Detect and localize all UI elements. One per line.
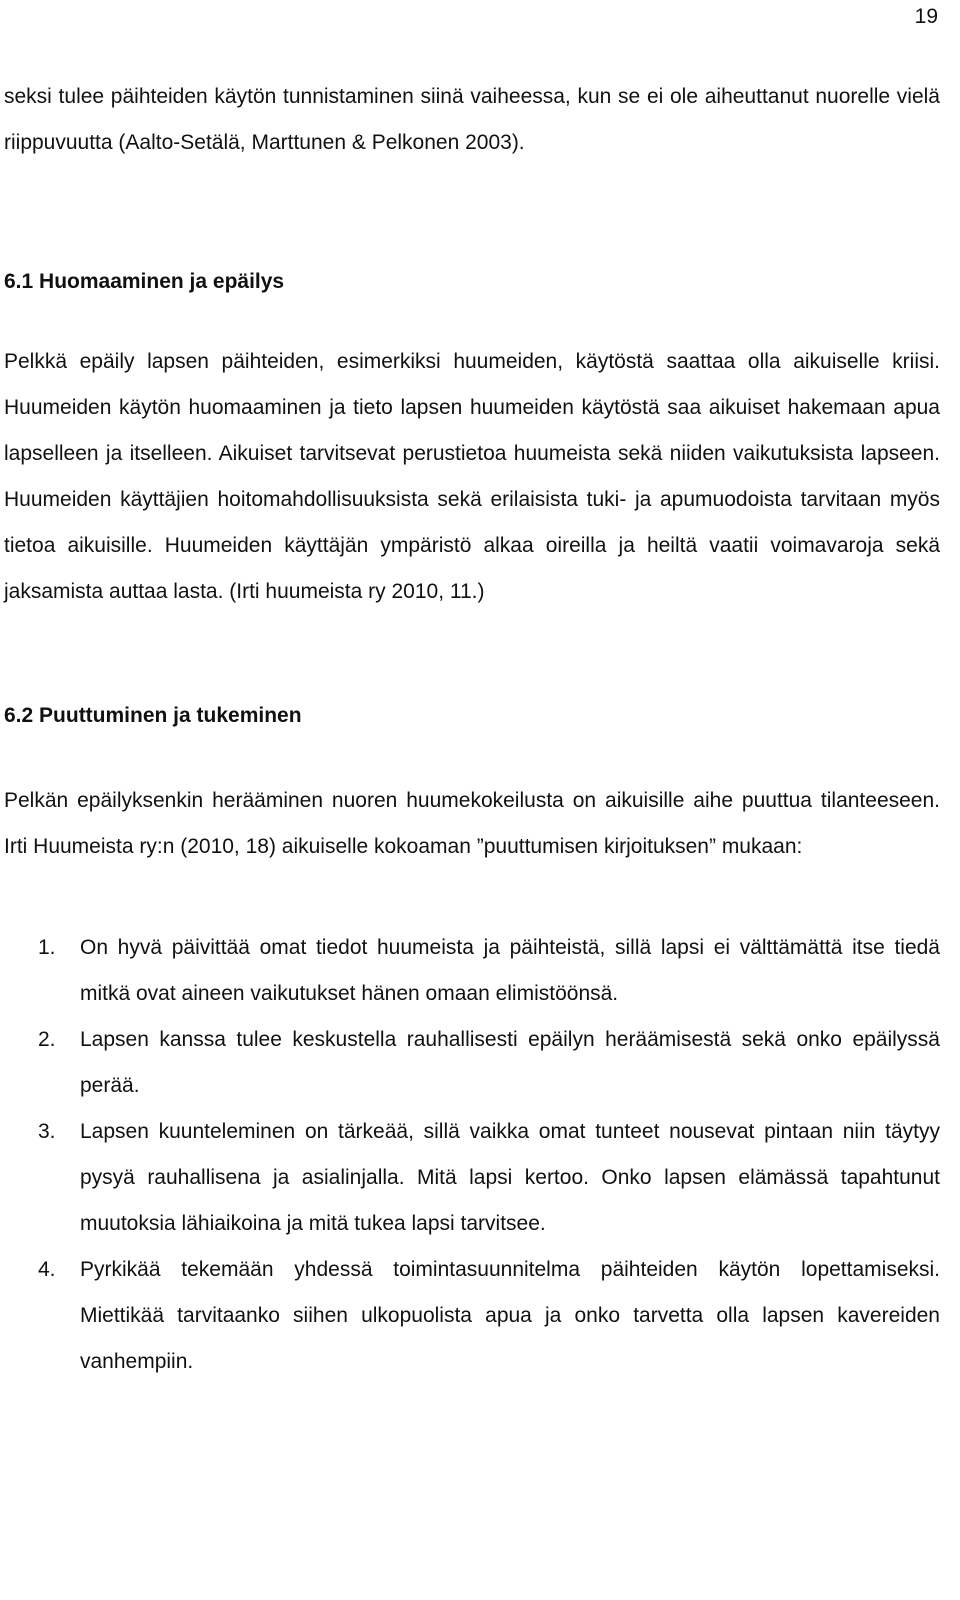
section-heading-6-1: 6.1 Huomaaminen ja epäilys	[4, 270, 285, 293]
list-item	[4, 1017, 940, 1109]
list-item	[4, 1247, 940, 1385]
list-item-number: 3.	[38, 1120, 56, 1143]
list-item-text: Lapsen kanssa tulee keskustella rauhallisesti epäilyn heräämisestä sekä onko epäilyssä perää.	[80, 1028, 940, 1097]
list-item	[4, 1109, 940, 1247]
intro-paragraph: seksi tulee päihteiden käytön tunnistaminen siinä vaiheessa, kun se ei ole aiheuttanut nuorelle vielä riippuvuutta (Aalto-Setälä, Marttunen & Pelkonen 2003).	[4, 85, 940, 154]
page-number: 19	[914, 5, 938, 28]
numbered-list	[4, 925, 940, 1385]
list-item-number: 2.	[38, 1028, 56, 1051]
list-item-text: Pyrkikää tekemään yhdessä toimintasuunnitelma päihteiden käytön lopettamiseksi. Miettikää tarvitaanko siihen ulkopuolista apua ja onko tarvetta olla lapsen kavereiden vanhempiin.	[80, 1258, 940, 1373]
list-item	[4, 925, 940, 1017]
document-body	[4, 74, 940, 1385]
list-item-text: Lapsen kuunteleminen on tärkeää, sillä vaikka omat tunteet nousevat pintaan niin täytyy pysyä rauhallisena ja asialinjalla. Mitä lapsi kertoo. Onko lapsen elämässä tapahtunut muutoksia lähiaikoina ja mitä tukea lapsi tarvitsee.	[80, 1120, 940, 1235]
list-item-text: On hyvä päivittää omat tiedot huumeista ja päihteistä, sillä lapsi ei välttämättä itse tiedä mitkä ovat aineen vaikutukset hänen omaan elimistöönsä.	[80, 936, 940, 1005]
section-6-1-paragraph: Pelkkä epäily lapsen päihteiden, esimerkiksi huumeiden, käytöstä saattaa olla aikuiselle kriisi. Huumeiden käytön huomaaminen ja tieto lapsen huumeiden käytöstä saa aikuiset hakemaan apua lapselleen ja itselleen. Aikuiset tarvitsevat perustietoa huumeista sekä niiden vaikutuksista lapseen. Huumeiden käyttäjien hoitomahdollisuuksista sekä erilaisista tuki- ja apumuodoista tarvitaan myös tietoa aikuisille. Huumeiden käyttäjän ympäristö alkaa oireilla ja heiltä vaatii voimavaroja sekä jaksamista auttaa lasta. (Irti huumeista ry 2010, 11.)	[4, 350, 940, 603]
list-item-number: 1.	[38, 936, 56, 959]
section-heading-6-2: 6.2 Puuttuminen ja tukeminen	[4, 704, 302, 727]
list-item-number: 4.	[38, 1258, 56, 1281]
section-6-2-paragraph: Pelkän epäilyksenkin herääminen nuoren huumekokeilusta on aikuisille aihe puuttua tilanteeseen. Irti Huumeista ry:n (2010, 18) aikuiselle kokoaman ”puuttumisen kirjoituksen” mukaan:	[4, 789, 940, 858]
